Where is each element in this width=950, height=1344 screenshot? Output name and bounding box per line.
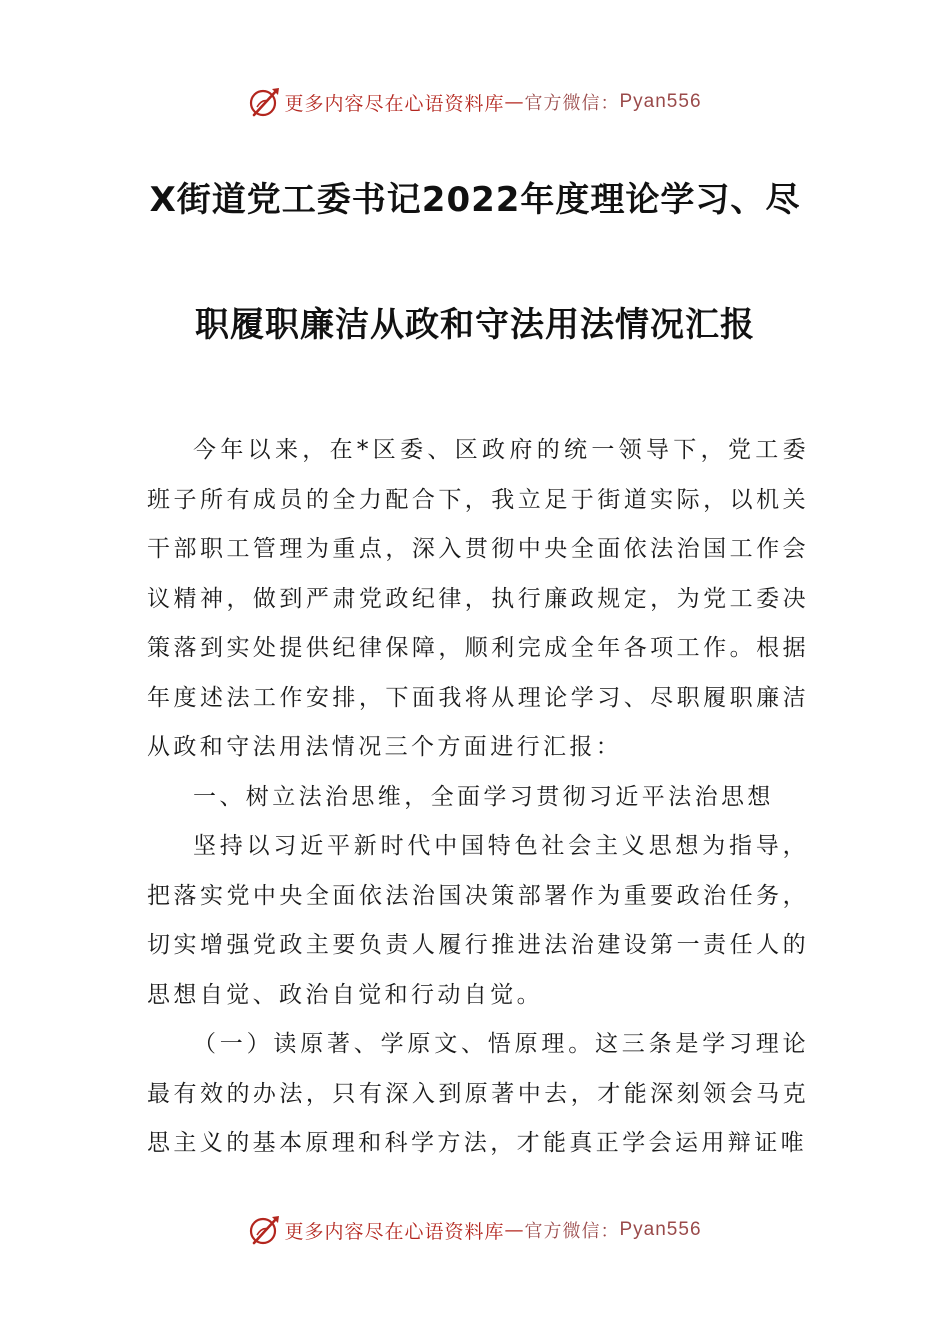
pen-logo-icon <box>248 1213 282 1247</box>
watermark-site-text: 更多内容尽在心语资料库 <box>284 92 505 115</box>
body-paragraph-2: 坚持以习近平新时代中国特色社会主义思想为指导，把落实党中央全面依法治国决策部署作为重要政治任务，切实增强党政主要负责人履行推进法治建设第一责任人的思想自觉、政治自觉和行动自觉。 <box>147 833 809 1008</box>
watermark-wechat-label: 官方微信： <box>524 1221 620 1242</box>
body-paragraph-intro: 今年以来，在*区委、区政府的统一领导下，党工委班子所有成员的全力配合下，我立足于街道实际，以机关干部职工管理为重点，深入贯彻中央全面依法治国工作会议精神，做到严肃党政纪律，执行廉政规定，为党工委决策落到实处提供纪律保障，顺利完成全年各项工作。根据年度述法工作安排，下面我将从理论学习、尽职履职廉洁从政和守法用法情况三个方面进行汇报： <box>147 437 809 760</box>
watermark-dash: — <box>504 1219 525 1241</box>
watermark-dash: — <box>504 91 525 113</box>
section-heading-1: 一、树立法治思维，全面学习贯彻习近平法治思想 <box>193 783 774 810</box>
watermark-wechat-label: 官方微信： <box>524 93 620 114</box>
watermark-banner-top <box>0 82 950 122</box>
watermark-site-text: 更多内容尽在心语资料库 <box>284 1220 505 1243</box>
watermark-banner-bottom <box>0 1210 950 1250</box>
watermark-wechat-id: Pyan556 <box>619 1219 702 1240</box>
watermark-wechat-id: Pyan556 <box>619 91 702 112</box>
body-paragraph-3: （一）读原著、学原文、悟原理。这三条是学习理论最有效的办法，只有深入到原著中去，才能深刻领会马克思主义的基本原理和科学方法，才能真正学会运用辩证唯 <box>147 1031 809 1156</box>
document-title-line-2: 职履职廉洁从政和守法用法情况汇报 <box>195 305 755 345</box>
pen-logo-icon <box>248 85 282 119</box>
document-body <box>147 426 809 1169</box>
document-title-line-1: X街道党工委书记2022年度理论学习、尽 <box>149 180 801 220</box>
